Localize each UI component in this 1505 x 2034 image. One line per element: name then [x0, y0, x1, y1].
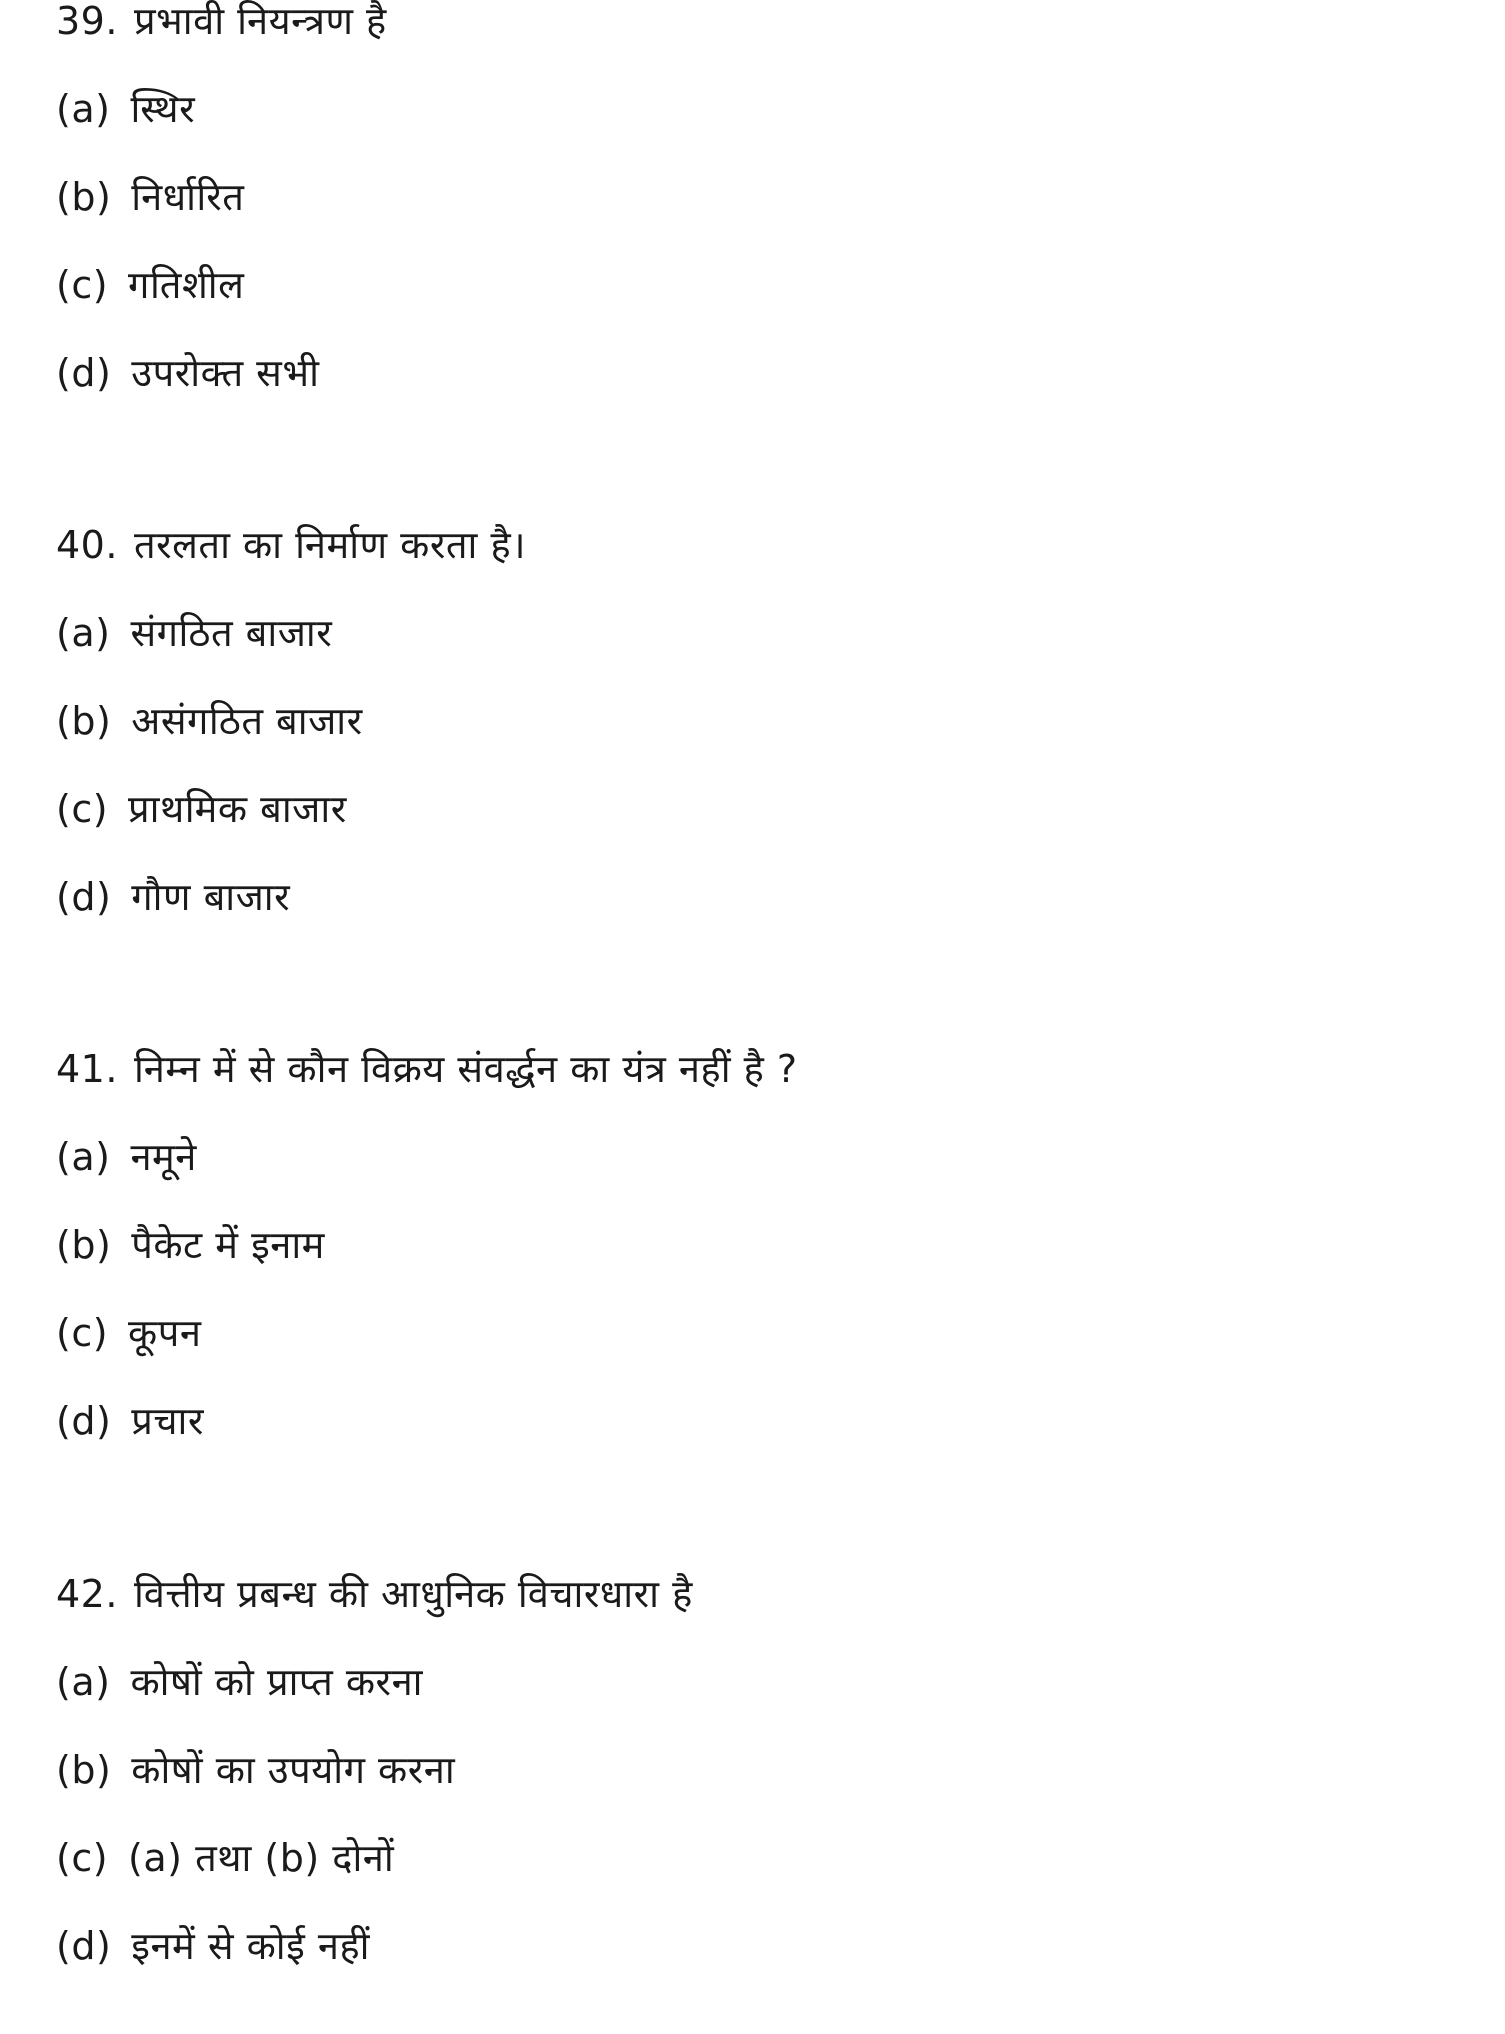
option-d [56, 350, 1456, 396]
question-40 [56, 522, 1456, 920]
option-label: (c) [56, 1836, 109, 1880]
option-label: (b) [56, 1748, 112, 1792]
option-text: कूपन [128, 1311, 202, 1355]
question-text: वित्तीय प्रबन्ध की आधुनिक विचारधारा है [133, 1572, 693, 1616]
option-label: (c) [56, 787, 109, 831]
question-number: 42. [56, 1572, 118, 1616]
option-text: नमूने [130, 1135, 197, 1179]
question-41 [56, 1046, 1456, 1444]
option-a [56, 1659, 1456, 1705]
option-text: गतिशील [128, 263, 245, 307]
question-number: 39. [56, 0, 118, 43]
option-a [56, 1134, 1456, 1180]
option-c [56, 1835, 1456, 1881]
option-label: (c) [56, 1311, 109, 1355]
option-label: (d) [56, 351, 112, 395]
question-text: प्रभावी नियन्त्रण है [133, 0, 387, 43]
question-title [56, 1046, 1456, 1092]
option-label: (a) [56, 1135, 111, 1179]
option-label: (b) [56, 175, 112, 219]
option-label: (d) [56, 1399, 112, 1443]
option-d [56, 874, 1456, 920]
option-label: (a) [56, 611, 111, 655]
option-d [56, 1398, 1456, 1444]
option-label: (d) [56, 1924, 112, 1968]
question-number: 41. [56, 1047, 118, 1091]
question-39 [56, 0, 1456, 396]
option-a [56, 86, 1456, 132]
question-text: निम्न में से कौन विक्रय संवर्द्धन का यंत्र नहीं है ? [133, 1047, 798, 1091]
option-text: असंगठित बाजार [131, 699, 363, 743]
option-text: कोषों को प्राप्त करना [130, 1660, 424, 1704]
option-text: (a) तथा (b) दोनों [128, 1836, 395, 1880]
option-a [56, 610, 1456, 656]
option-label: (b) [56, 699, 112, 743]
option-text: पैकेट में इनाम [131, 1223, 325, 1267]
option-b [56, 698, 1456, 744]
question-title [56, 1571, 1456, 1617]
option-label: (d) [56, 875, 112, 919]
option-text: प्रचार [131, 1399, 204, 1443]
question-text: तरलता का निर्माण करता है। [133, 523, 527, 567]
option-text: गौण बाजार [131, 875, 291, 919]
question-title [56, 0, 1456, 44]
option-text: प्राथमिक बाजार [128, 787, 347, 831]
option-label: (b) [56, 1223, 112, 1267]
option-d [56, 1923, 1456, 1969]
option-text: संगठित बाजार [130, 611, 333, 655]
option-c [56, 786, 1456, 832]
option-b [56, 1222, 1456, 1268]
option-text: उपरोक्त सभी [131, 351, 320, 395]
option-text: निर्धारित [131, 175, 245, 219]
option-label: (a) [56, 1660, 111, 1704]
option-b [56, 174, 1456, 220]
option-label: (a) [56, 87, 111, 131]
question-number: 40. [56, 523, 118, 567]
option-label: (c) [56, 263, 109, 307]
question-42 [56, 1571, 1456, 1969]
option-c [56, 1310, 1456, 1356]
option-text: इनमें से कोई नहीं [131, 1924, 370, 1968]
option-c [56, 262, 1456, 308]
option-text: कोषों का उपयोग करना [131, 1748, 456, 1792]
question-title [56, 522, 1456, 568]
option-b [56, 1747, 1456, 1793]
option-text: स्थिर [130, 87, 196, 131]
